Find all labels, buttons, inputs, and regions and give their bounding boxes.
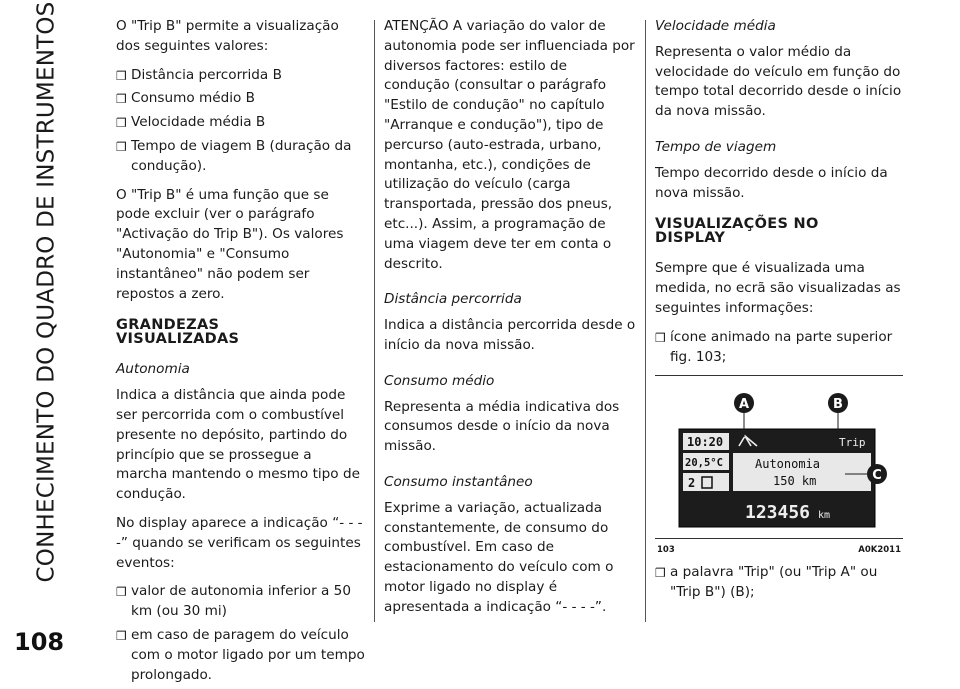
- section-heading: GRANDEZAS VISUALIZADAS: [116, 317, 240, 348]
- consumo-medio-paragraph: Representa a média indicativa dos consumos desde o início da nova missão.: [384, 398, 620, 455]
- chapter-side-title: CONHECIMENTO DO QUADRO DE INSTRUMENTOS: [33, 1, 59, 583]
- checkbox-bullet-icon: ❒: [116, 68, 127, 83]
- attention-paragraph: ATENÇÃO A variação do valor de autonomia pode ser influenciada por diversos factores: estilo de condução (consultar o parágrafo "Estilo de condução" no capítulo "Arranque e condução"), tipo de percurso (auto-estrada, urbano, montanha, etc.), condições de utilização do veículo (carga transportada, pressão dos pneus, etc...). Assim, a programação de uma viagem deve ter em conta o descrito.: [384, 18, 635, 272]
- display-measure-label: Autonomia: [755, 457, 821, 472]
- column-divider: [374, 20, 375, 622]
- instrument-display-illustration: [655, 375, 903, 539]
- display-odometer: 123456: [745, 502, 811, 524]
- subheading-autonomia: Autonomia: [116, 361, 190, 378]
- display-info-paragraph: Sempre que é visualizada uma medida, no ecrã são visualizadas as seguintes informações:: [655, 260, 901, 316]
- checkbox-bullet-icon: ❒: [116, 628, 127, 643]
- list-item: ❒ ícone animado na parte superior fig. 103;: [655, 328, 907, 368]
- subheading-distancia: Distância percorrida: [384, 291, 522, 308]
- subheading-consumo-instantaneo: Consumo instantâneo: [384, 473, 533, 490]
- figure-number: 103: [657, 545, 675, 556]
- display-time: 10:20: [687, 435, 724, 450]
- list-item: ❒ Tempo de viagem B (duração da condução).: [116, 137, 366, 177]
- list-item: ❒ Velocidade média B: [116, 113, 366, 133]
- list-item: ❒ Distância percorrida B: [116, 66, 366, 86]
- display-gear: 2: [688, 476, 696, 491]
- column-3: [655, 17, 907, 607]
- distancia-paragraph: Indica a distância percorrida desde o início da nova missão.: [384, 317, 636, 353]
- figure-103: [655, 375, 903, 557]
- checkbox-bullet-icon: ❒: [116, 585, 127, 600]
- section-heading: VISUALIZAÇÕES NO DISPLAY: [655, 216, 819, 247]
- checkbox-bullet-icon: ❒: [655, 330, 666, 345]
- display-temperature: 20,5°C: [685, 457, 723, 470]
- subheading-velocidade: Velocidade média: [655, 18, 776, 34]
- display-measure-value: 150 km: [773, 474, 817, 489]
- list-item: ❒ em caso de paragem do veículo com o motor ligado por um tempo prolongado.: [116, 626, 366, 685]
- checkbox-bullet-icon: ❒: [655, 566, 666, 581]
- consumo-instantaneo-paragraph: Exprime a variação, actualizada constantemente, de consumo do combustível. Em caso de estacionamento do veículo com o motor ligado no display é apresentada a indicação “- - - -”.: [384, 499, 614, 615]
- list-item: ❒ valor de autonomia inferior a 50 km (ou 30 mi): [116, 582, 366, 622]
- page-number: 108: [14, 628, 65, 656]
- callout-c-letter: C: [872, 468, 882, 484]
- checkbox-bullet-icon: ❒: [116, 139, 127, 154]
- subheading-tempo: Tempo de viagem: [655, 138, 777, 155]
- autonomia-paragraph: Indica a distância que ainda pode ser percorrida com o combustível presente no depósito, partindo do princípio que se prossegue a marcha mantendo o mesmo tipo de condução.: [116, 387, 360, 503]
- display-trip-label: Trip: [839, 436, 866, 450]
- trip-b-paragraph: O "Trip B" é uma função que se pode excluir (ver o parágrafo "Activação do Trip B"). Os valores "Autonomia" e "Consumo instantâneo" não podem ser repostos a zero.: [116, 186, 344, 302]
- list-item: ❒ a palavra "Trip" (ou "Trip A" ou "Trip B") (B);: [655, 563, 907, 603]
- display-indication-paragraph: No display aparece a indicação “- - - -” quando se verificam os seguintes eventos:: [116, 514, 363, 571]
- callout-a-letter: A: [738, 397, 750, 413]
- figure-code: A0K2011: [858, 545, 901, 556]
- subheading-consumo-medio: Consumo médio: [384, 372, 495, 389]
- intro-paragraph: O "Trip B" permite a visualização dos seguintes valores:: [116, 18, 339, 54]
- column-2: [384, 17, 636, 627]
- callout-b-letter: B: [833, 397, 843, 413]
- display-odometer-unit: km: [818, 510, 831, 522]
- checkbox-bullet-icon: ❒: [116, 92, 127, 107]
- figure-bottom-rule: [655, 538, 903, 539]
- column-divider: [645, 20, 646, 622]
- list-item: ❒ Consumo médio B: [116, 89, 366, 109]
- checkbox-bullet-icon: ❒: [116, 116, 127, 131]
- tempo-paragraph: Tempo decorrido desde o início da nova missão.: [655, 164, 888, 201]
- velocidade-paragraph: Representa o valor médio da velocidade do veículo em função do tempo total decorrido desde o início da nova missão.: [655, 43, 902, 120]
- column-1: [116, 17, 366, 689]
